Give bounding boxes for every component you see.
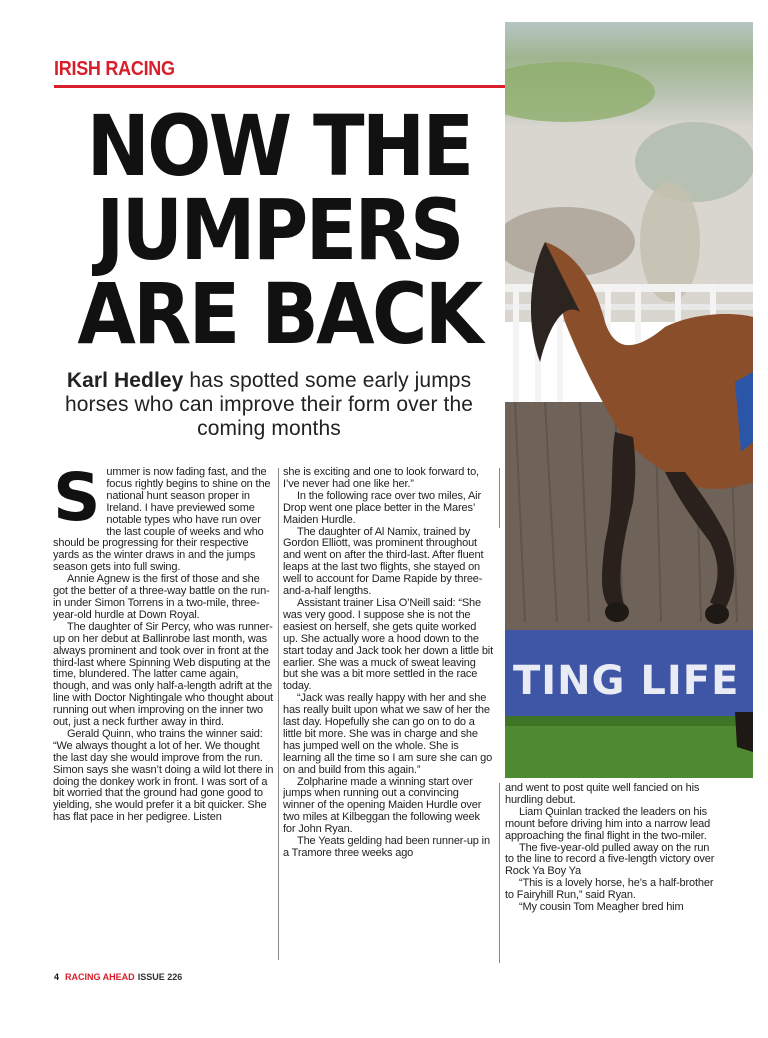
magazine-name: RACING AHEAD	[65, 972, 135, 982]
paragraph-15: “This is a lovely horse, he’s a half-brother to Fairyhill Run,” said Ryan.	[505, 877, 714, 902]
headline-line-1: NOW THE	[86, 97, 472, 195]
paragraph-5: she is exciting and one to look forward to, I’ve never had one like her.”	[283, 467, 479, 490]
paragraph-13: Liam Quinlan tracked the leaders on his mount before driving him into a narrow lead approaching the final flight in the two-miler.	[505, 805, 711, 842]
issue-number: ISSUE 226	[137, 972, 183, 982]
photo-horse-jumping	[505, 22, 753, 778]
article-column-1	[53, 467, 275, 957]
article-column-2	[283, 467, 493, 962]
paragraph-7: The daughter of Al Namix, trained by Gordon Elliott, was prominent throughout and went on after the third-last. After fluent leaps at the last two flights, she stayed on well to account for Dame Rapide by three-and-a-half lengths.	[283, 525, 484, 598]
standfirst-text: has spotted some early jumps horses who can improve their form over the coming months	[64, 369, 474, 440]
paragraph-2: Annie Agnew is the first of those and she got the better of a three-way battle on the run-in under Simon Torrens in a two-mile, three-year-old hurdle at Down Royal.	[53, 573, 270, 621]
paragraph-11: The Yeats gelding had been runner-up in a Tramore three weeks ago	[283, 835, 490, 859]
photo-banner-text: TING LIFE	[513, 658, 740, 704]
section-label: IRISH RACING	[54, 58, 175, 80]
paragraph-14: The five-year-old pulled away on the run to the line to record a five-length victory over Rock Ya Boy Ya	[505, 841, 715, 878]
headline-line-2: JUMPERS	[96, 181, 462, 279]
page-number: 4	[54, 972, 60, 982]
author-name: Karl Hedley	[66, 369, 184, 392]
paragraph-1: Summer is now fading fast, and the focus rightly begins to shine on the national hunt season proper in Ireland. I have previewed some notable types who have run over the last couple of weeks and who should be progressing for their respective yards as the winter draws in and the jumps season gets into full swing.	[53, 467, 271, 574]
column-rule-2	[499, 783, 500, 963]
paragraph-3: The daughter of Sir Percy, who was runner-up on her debut at Ballinrobe last month, was always prominent and took over in front at the third-last where Spinning Web disputing at the time, blundered. The latter came again, though, and was only half-a-length adrift at the line with Doctor Nightingale who thought about running out when improving on the inner two out, just a neck further away in third.	[53, 620, 273, 729]
paragraph-10: Zolpharine made a winning start over jumps when running out a convincing winner of the opening Maiden Hurdle over two miles at Kilbeggan the following week for John Ryan.	[283, 775, 482, 836]
paragraph-4: Gerald Quinn, who trains the winner said: “We always thought a lot of her. We thought the last day she would improve from the run. Simon says she wasn’t doing a wild lot there in doing the donkey work in front. I was sort of a bit worried that the ground had gone good to yielding, she would prefer it a bit quicker. She has flat pace in her pedigree. Listen	[53, 727, 274, 824]
standfirst	[54, 369, 484, 441]
column-rule-1	[278, 468, 279, 960]
paragraph-6: In the following race over two miles, Air Drop went one place better in the Mares’ Maiden Hurdle.	[283, 489, 481, 526]
paragraph-8: Assistant trainer Lisa O’Neill said: “She was very good. I suppose she is not the easiest on herself, she gets quite worked up. She actually wore a hood down to the start today and Jack took her down a little bit earlier. She was a muck of sweat leaving but she was a bit more settled in the race today.	[283, 596, 493, 693]
headline	[77, 97, 482, 363]
section-rule	[54, 85, 505, 88]
page-footer	[54, 972, 182, 982]
drop-cap: S	[53, 467, 101, 536]
paragraph-12: and went to post quite well fancied on his hurdling debut.	[505, 783, 700, 806]
paragraph-16: “My cousin Tom Meagher bred him	[519, 901, 684, 914]
column-rule-2-top	[499, 468, 500, 528]
headline-line-3: ARE BACK	[77, 265, 481, 363]
paragraph-9: “Jack was really happy with her and she has really built upon what we saw of her the last day. Hopefully she can go on to do a little bit more. She was in charge and she has jumped well on the whole. She is learning all the time so I am sure she can go on and build from this again.”	[283, 692, 493, 776]
article-column-3	[505, 783, 715, 963]
